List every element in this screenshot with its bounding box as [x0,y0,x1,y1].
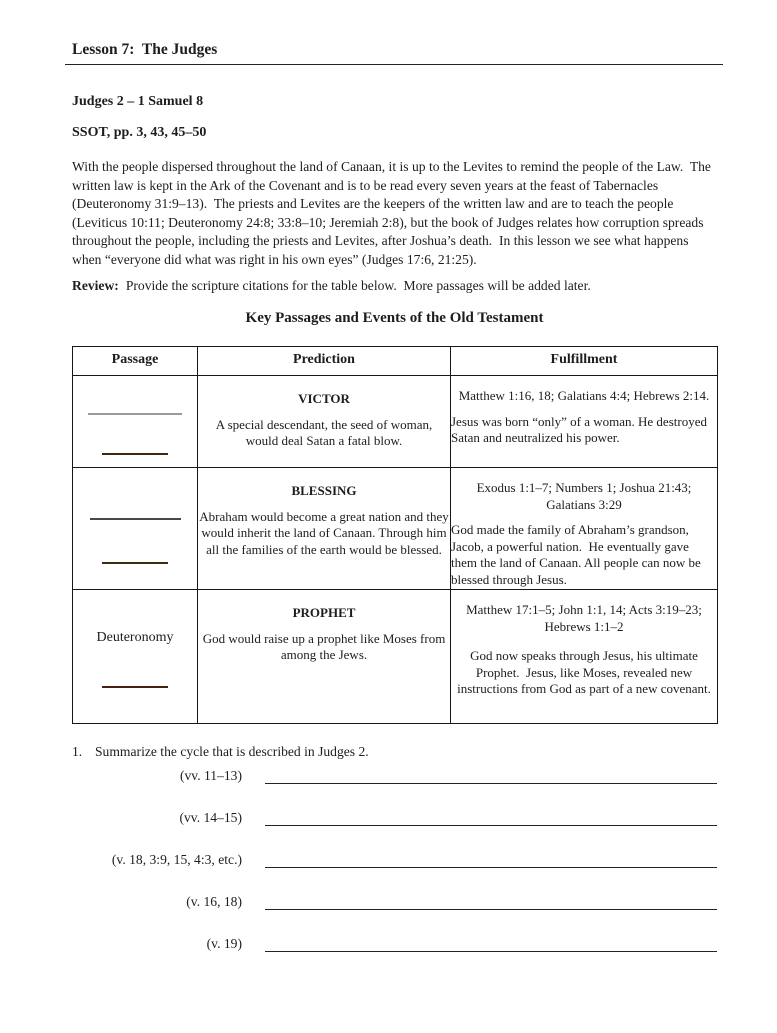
key-passages-table [72,346,718,724]
prediction-cell [198,376,451,468]
prediction-title: VICTOR [298,391,350,406]
question-prompt: Summarize the cycle that is described in Judges 2. [95,744,369,759]
intro-paragraph: With the people dispersed throughout the land of Canaan, it is up to the Levites to remind the people of the Law. The written law is kept in the Ark of the Covenant and is to be read every seven years at the feast of Tabernacles (Deuteronomy 31:9–13). The priests and Levites are the keepers of the written law and are to teach the people (Leviticus 10:11; Deuteronomy 24:8; 33:8–10; Jeremiah 2:8), but the book of Judges relates how corruption spreads throughout the people, including the priests and Levites, after Joshua’s death. In this lesson we see what happens when “everyone did what was right in his own eyes” (Judges 17:6, 21:25). [72,159,715,267]
review-instruction [72,278,717,294]
answer-row [72,932,717,952]
passage-value: Deuteronomy [96,630,174,645]
verse-label: (vv. 14–15) [179,810,242,825]
passage-cell [73,468,198,590]
page-title: Lesson 7: The Judges [65,41,723,65]
table-row-victor [73,376,718,468]
passage-cell [73,376,198,468]
review-label: Review: [72,278,119,293]
verse-label: (v. 18, 3:9, 15, 4:3, etc.) [111,852,242,867]
table-title: Key Passages and Events of the Old Testament [245,310,544,326]
table-row-blessing [73,468,718,590]
verse-label: (v. 16, 18) [186,894,242,909]
column-header-passage: Passage [73,347,198,376]
answer-line [265,934,717,952]
prediction-cell [198,590,451,724]
answer-blank-line [90,518,181,520]
answer-row [72,764,717,784]
answer-line [265,766,717,784]
fulfillment-citation: Matthew 17:1–5; John 1:1, 14; Acts 3:19–23; Hebrews 1:1–2 [466,602,702,634]
prediction-text: God would raise up a prophet like Moses from among the Jews. [202,630,446,662]
verse-label: (v. 19) [206,936,242,951]
prediction-title: PROPHET [292,605,356,620]
column-header-fulfillment: Fulfillment [451,347,718,376]
answer-blank-line [102,562,168,564]
answer-blank-line [102,686,168,688]
fulfillment-text: God now speaks through Jesus, his ultimate Prophet. Jesus, like Moses, revealed new instructions from God as part of a new covenant. [457,648,711,696]
answer-line [265,892,717,910]
answer-row [72,848,717,868]
passage-cell [73,590,198,724]
prediction-text: A special descendant, the seed of woman, would deal Satan a fatal blow. [215,416,433,448]
verse-label: (vv. 11–13) [179,768,242,783]
answer-blank-line [102,453,168,455]
question-1 [72,744,717,760]
answer-line [265,850,717,868]
fulfillment-citation: Matthew 1:16, 18; Galatians 4:4; Hebrews 2:14. [458,388,710,403]
review-text: Provide the scripture citations for the table below. More passages will be added later. [125,278,591,293]
prediction-text: Abraham would become a great nation and they would inherit the land of Canaan. Through him all the families of the earth would be blessed. [199,508,449,557]
fulfillment-citation: Exodus 1:1–7; Numbers 1; Joshua 21:43; Galatians 3:29 [476,480,692,512]
fulfillment-text: God made the family of Abraham’s grandson, Jacob, a powerful nation. He eventually gave them the land of Canaan. All people can now be blessed through Jesus. [451,522,705,587]
fulfillment-cell [451,468,718,590]
column-header-prediction: Prediction [198,347,451,376]
fulfillment-text: Jesus was born “only” of a woman. He destroyed Satan and neutralized his power. [451,413,711,445]
table-header-row [73,347,718,376]
prediction-cell [198,468,451,590]
passage-range: Judges 2 – 1 Samuel 8 [72,94,204,109]
table-row-prophet [73,590,718,724]
answer-row [72,806,717,826]
fulfillment-cell [451,590,718,724]
answer-line [265,808,717,826]
answer-blank-line [88,413,182,415]
fulfillment-cell [451,376,718,468]
prediction-title: BLESSING [291,483,357,498]
answer-section [72,764,717,952]
answer-row [72,890,717,910]
question-number: 1. [72,744,83,759]
reading-reference: SSOT, pp. 3, 43, 45–50 [72,125,207,140]
